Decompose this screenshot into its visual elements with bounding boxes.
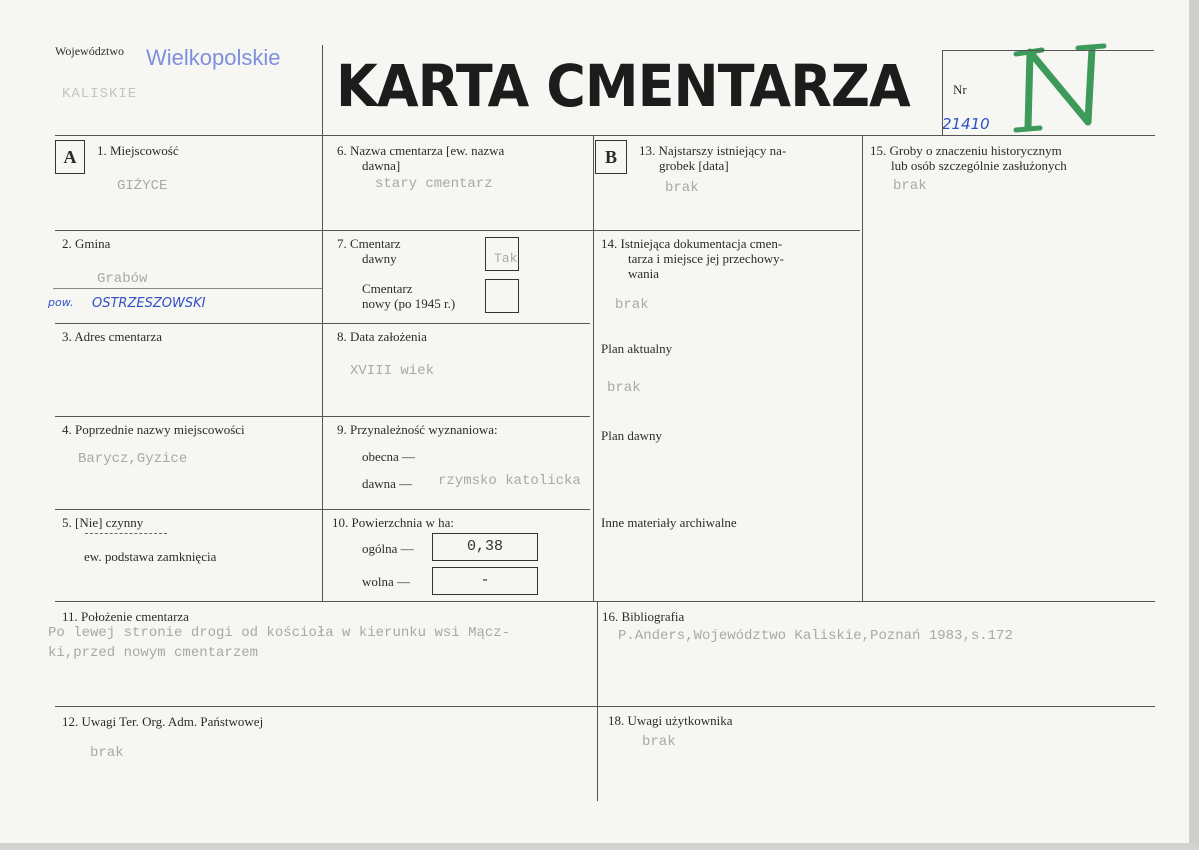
field-18-label: 18. Uwagi użytkownika — [608, 713, 733, 728]
field-16-label: 16. Bibliografia — [602, 609, 685, 624]
wojewodztwo-old-value: KALISKIE — [62, 86, 138, 102]
field-14-inne: Inne materiały archiwalne — [601, 515, 737, 530]
field-13-value: brak — [665, 180, 699, 196]
card-title: KARTA CMENTARZA — [336, 52, 910, 120]
field-12-label: 12. Uwagi Ter. Org. Adm. Państwowej — [62, 714, 264, 729]
field-8-label: 8. Data założenia — [337, 329, 427, 344]
field-14-value: brak — [615, 297, 649, 313]
field-15-label-2: lub osób szczególnie zasłużonych — [891, 158, 1067, 173]
field-14-label-1: 14. Istniejąca dokumentacja cmen- — [601, 236, 783, 251]
field-7-dawny-label-2: dawny — [362, 251, 397, 266]
nr-label: Nr — [953, 82, 967, 97]
field-2-label: 2. Gmina — [62, 236, 111, 251]
field-10-wolna-value: - — [432, 567, 538, 595]
field-4-value: Barycz,Gyzice — [78, 451, 188, 467]
field-9-dawna: dawna — — [362, 476, 413, 491]
field-7-dawny-value: Tak — [494, 251, 518, 266]
field-6-label-1: 6. Nazwa cmentarza [ew. nazwa — [337, 143, 505, 158]
field-5-label: 5. [Nie] czynny — [62, 515, 144, 530]
field-11-label: 11. Położenie cmentarza — [62, 609, 189, 624]
field-10-ogolna-value: 0,38 — [432, 533, 538, 561]
field-7-nowy-box — [485, 279, 519, 313]
field-15-label-1: 15. Groby o znaczeniu historycznym — [870, 143, 1062, 158]
field-2-value: Grabów — [97, 271, 148, 287]
field-7-nowy-label-2: nowy (po 1945 r.) — [362, 296, 456, 311]
field-10-ogolna: ogólna — — [362, 541, 414, 556]
field-4-label: 4. Poprzednie nazwy miejscowości — [62, 422, 245, 437]
section-b-badge: B — [595, 140, 627, 174]
nr-letter-n-mark — [1010, 30, 1110, 140]
field-8-value: XVIII wiek — [350, 363, 435, 379]
field-10-wolna: wolna — — [362, 574, 411, 589]
field-14-plan-aktualny-value: brak — [607, 380, 641, 396]
field-6-label-2: dawna] — [362, 158, 401, 173]
nr-handwritten-value: 21410 — [942, 115, 990, 133]
field-6-value: stary cmentarz — [375, 176, 493, 192]
field-1-value: GIŻYCE — [117, 178, 168, 194]
field-14-label-3: wania — [628, 266, 660, 281]
field-3-label: 3. Adres cmentarza — [62, 329, 162, 344]
field-13-label-2: grobek [data] — [659, 158, 729, 173]
field-2-pow-hand: pow. — [48, 296, 74, 309]
wojewodztwo-stamp: Wielkopolskie — [146, 45, 281, 70]
field-9-obecna: obecna — — [362, 449, 416, 464]
field-14-plan-aktualny: Plan aktualny — [601, 341, 673, 356]
field-13-label-1: 13. Najstarszy istniejący na- — [639, 143, 787, 158]
wojewodztwo-label: Województwo — [55, 44, 125, 58]
field-11-value-2: ki,przed nowym cmentarzem — [48, 645, 259, 661]
field-2-pow-value: OSTRZESZOWSKI — [92, 296, 206, 311]
field-5-sub: ew. podstawa zamknięcia — [84, 549, 217, 564]
field-1-label: 1. Miejscowość — [97, 143, 179, 158]
field-10-label: 10. Powierzchnia w ha: — [332, 515, 455, 530]
field-16-value: P.Anders,Województwo Kaliskie,Poznań 1983,s.172 — [618, 628, 1013, 644]
field-14-plan-dawny: Plan dawny — [601, 428, 663, 443]
field-18-value: brak — [642, 734, 676, 750]
field-7-nowy-label-1: Cmentarz — [362, 281, 413, 296]
field-12-value: brak — [90, 745, 124, 761]
field-9-dawna-value: rzymsko katolicka — [438, 473, 581, 489]
field-15-value: brak — [893, 178, 927, 194]
field-9-label: 9. Przynależność wyznaniowa: — [337, 422, 498, 437]
field-7-dawny-label-1: 7. Cmentarz — [337, 236, 401, 251]
field-11-value-1: Po lewej stronie drogi od kościoła w kierunku wsi Mącz- — [48, 625, 511, 641]
section-a-badge: A — [55, 140, 85, 174]
field-14-label-2: tarza i miejsce jej przechowy- — [628, 251, 784, 266]
